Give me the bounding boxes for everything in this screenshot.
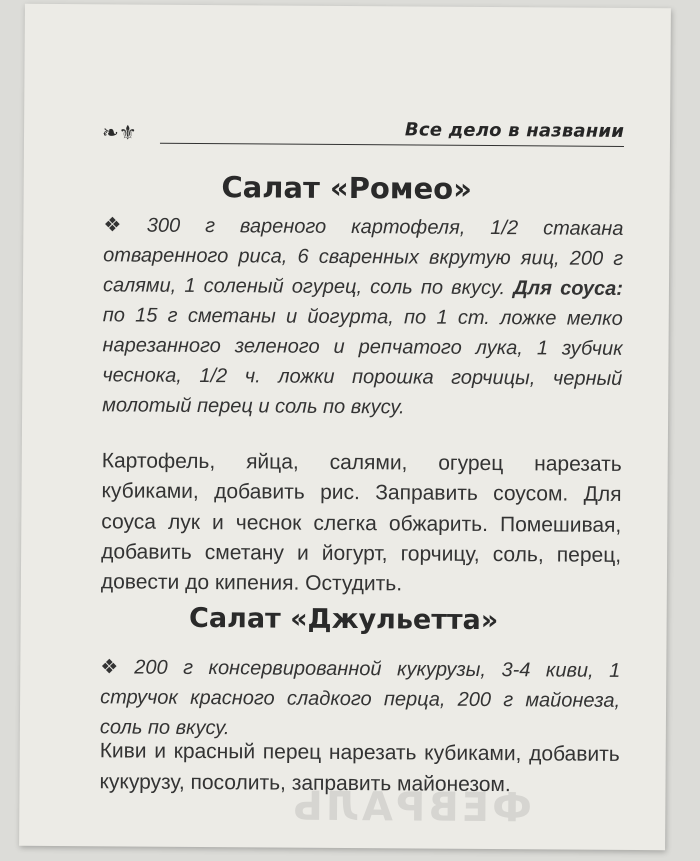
section-header: [102, 112, 624, 150]
ingredients-text: 200 г консервированной кукурузы, 3-4 киви, 1 стручок красного сладкого перца, 200 г майонеза, соль по вкусу.: [99, 656, 621, 740]
fleur-ornament-icon: ❧⚜: [101, 120, 137, 145]
ingredients-romeo: [102, 210, 623, 424]
sauce-label: Для соуса:: [513, 277, 624, 300]
ingredients-juliet: [100, 652, 621, 746]
diamond-bullet-icon: ❖: [103, 214, 141, 237]
method-juliet: Киви и красный перец нарезать кубиками, добавить кукурузу, посолить, заправить майонезом.: [99, 739, 620, 796]
ingredients-text: 300 г вареного картофеля, 1/2 стакана отваренного риса, 6 сваренных вкрутую яиц, 200 г салями, 1 соленый огурец, соль по вкусу.: [102, 214, 624, 300]
diamond-bullet-icon: ❖: [100, 656, 129, 679]
recipe-title-juliet: Салат «Джульетта»: [188, 602, 499, 637]
show-through-print: ФЕВРАЛЬ: [289, 783, 532, 832]
header-rule: [160, 143, 624, 147]
sauce-text: по 15 г сметаны и йогурта, по 1 ст. ложке мелко нарезанного зеленого и репчатого лука, 1 зубчик чеснока, 1/2 ч. ложки порошка горчицы, черный молотый перец и соль по вкусу.: [102, 304, 623, 419]
method-romeo: Картофель, яйца, салями, огурец нарезать кубиками, добавить рис. Заправить соусом. Для соуса лук и чеснок слегка обжарить. Помешивая, добавить сметану и йогурт, горчицу, соль, перец, довести до кипения. Остудить.: [100, 449, 622, 596]
newspaper-clipping: [19, 4, 671, 850]
section-rubric: Все дело в названии: [404, 119, 625, 142]
recipe-title-romeo: Салат «Ромео»: [221, 170, 473, 206]
